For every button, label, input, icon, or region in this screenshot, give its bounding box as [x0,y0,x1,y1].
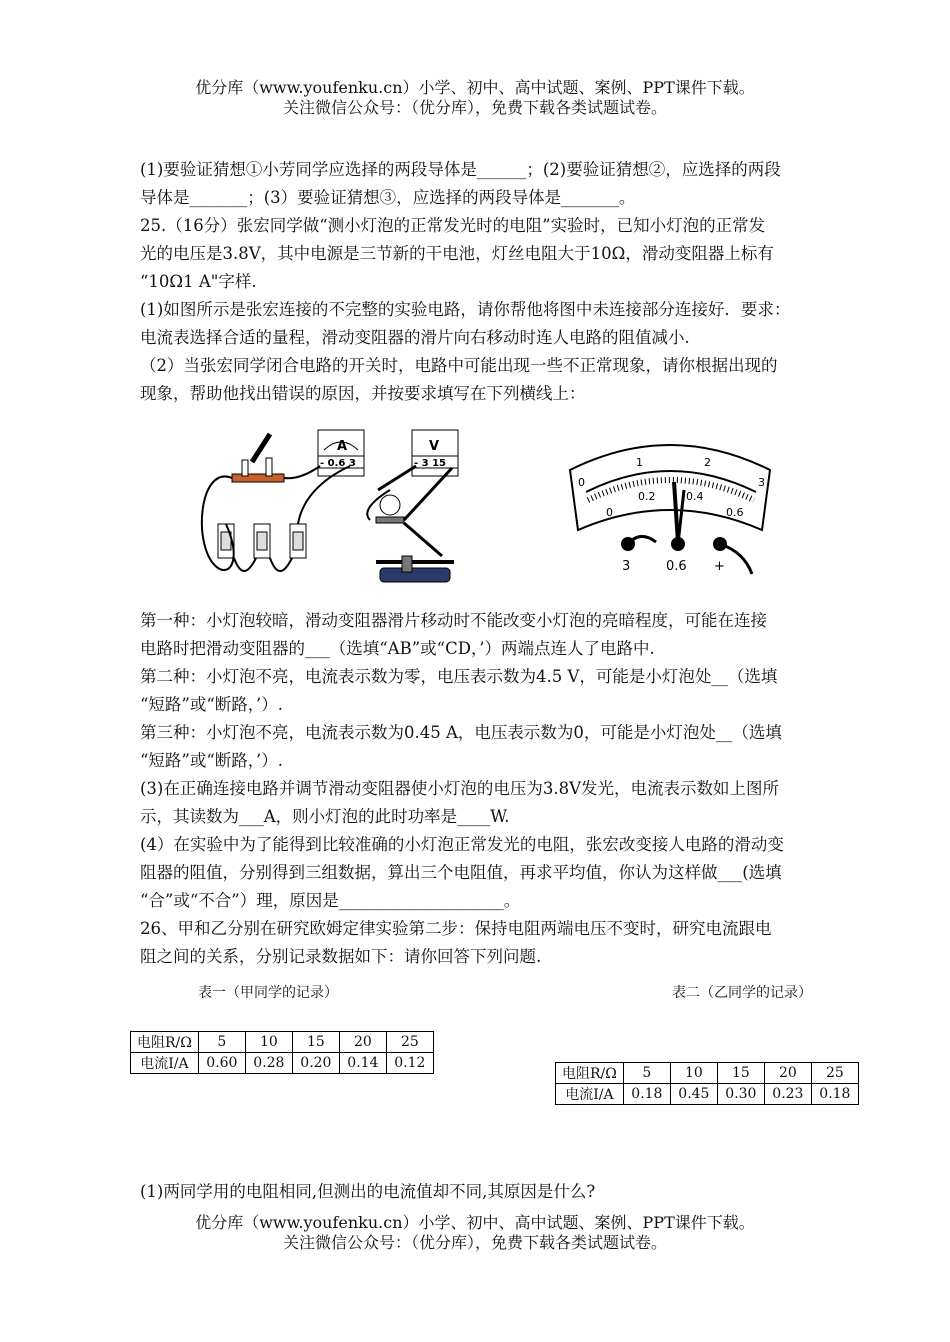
page-header [0,78,950,118]
fault-1-line-2: 电路时把滑动变阻器的___（选填“AB”或“CD，’）两端点连人了电路中. [140,639,655,658]
table-cell: 25 [811,1063,858,1084]
q25-part1-line-2: 电流表选择合适的量程，滑动变阻器的滑片向右移动时连人电路的阻值减小. [140,328,690,347]
table-cell: 20 [339,1032,386,1053]
q25-part3-line-2: 示，其读数为___A，则小灯泡的此时功率是____W. [140,807,510,826]
table-cell: 15 [717,1063,764,1084]
table-cell: 10 [245,1032,292,1053]
header-line-1: 优分库（www.youfenku.cn）小学、初中、高中试题、案例、PPT课件下载。 [195,78,755,97]
dial-label-bottom-3: 0.6 [726,506,744,519]
circuit-diagram [190,420,446,600]
table-row [131,1053,434,1074]
lamp-holder [376,517,404,523]
q26-part1-line: (1)两同学用的电阻相同,但测出的电流值却不同,其原因是什么? [140,1182,596,1201]
fault-3-line-2: “短路”或“断路，’）. [140,751,284,770]
header-line-2: 关注微信公众号：（优分库），免费下载各类试题试卷。 [282,98,667,117]
table-cell: 0.30 [717,1084,764,1105]
wire-lamp-rheostat [404,523,442,556]
table-cell: 电阻R/Ω [556,1063,624,1084]
voltmeter-letter: V [429,439,440,454]
battery-3 [290,524,306,558]
battery-2 [254,524,270,558]
q25-faults [140,607,885,971]
table-cell: 0.20 [292,1053,339,1074]
table-cell: 0.23 [764,1084,811,1105]
footer-line-1: 优分库（www.youfenku.cn）小学、初中、高中试题、案例、PPT课件下载。 [195,1213,755,1232]
table-cell: 0.28 [245,1053,292,1074]
table-cell: 5 [623,1063,670,1084]
table-cell: 10 [670,1063,717,1084]
table-cell: 0.12 [386,1053,433,1074]
q25-part3-line-1: (3)在正确连接电路并调节滑动变阻器使小灯泡的电压为3.8V发光，电流表示数如上图所 [140,779,780,798]
lamp-bulb [380,495,400,515]
table-cell: 电流I/A [556,1084,624,1105]
q25-part1-line-1: (1)如图所示是张宏连接的不完整的实验电路，请你帮他将图中未连接部分连接好．要求： [140,300,791,319]
q25-intro-line-3: “10Ω1 A"字样. [140,272,257,291]
dial-label-bottom-2: 0.4 [686,490,704,503]
table2-caption: 表二（乙同学的记录） [672,985,812,1001]
switch-post-right [266,458,272,476]
table-row [556,1084,859,1105]
switch-base [232,474,284,482]
terminal-label-0-6: 0.6 [666,559,687,574]
dial-label-top-2: 2 [704,456,711,469]
terminal-label-3: 3 [622,559,631,574]
q26-part1 [140,1178,885,1206]
q25-part2-line-2: 现象，帮助他找出错误的原因，并按要求填写在下列横线上： [140,384,586,403]
q25-part2-line-1: （2）当张宏同学闭合电路的开关时，电路中可能出现一些不正常现象，请你根据出现的 [140,356,778,375]
table-cell: 20 [764,1063,811,1084]
rheostat-coil [380,568,450,582]
wire-lamp-voltmeter-neg [378,466,416,490]
q25-intro-line-1: 25.（16分）张宏同学做“测小灯泡的正常发光时的电阻”实验时，已知小灯泡的正常发 [140,216,766,235]
fault-3-line-1: 第三种：小灯泡不亮，电流表示数为0.45 A，电压表示数为0，可能是小灯泡处__（选填 [140,723,782,742]
terminal-label-plus: + [714,559,725,574]
wire-battery-1-2 [234,558,256,571]
table-cell: 电阻R/Ω [131,1032,199,1053]
table-cell: 0.14 [339,1053,386,1074]
switch-post-left [242,460,248,476]
ammeter-letter: A [337,439,348,454]
table-cell: 5 [198,1032,245,1053]
table-cell: 0.45 [670,1084,717,1105]
table-row [131,1032,434,1053]
voltmeter-terminals: - 3 15 [414,458,446,469]
table-cell: 25 [386,1032,433,1053]
table-row [556,1063,859,1084]
table-cell: 电流I/A [131,1053,199,1074]
q26-line-1: 26、甲和乙分别在研究欧姆定律实验第二步：保持电阻两端电压不变时，研究电流跟电 [140,919,772,938]
rheostat-bar [376,560,454,564]
q24-line-2: 导体是_______；(3）要验证猜想③，应选择的两段导体是_______。 [140,188,636,207]
q25-part4-line-1: (4）在实验中为了能得到比较准确的小灯泡正常发光的电阻，张宏改变接人电路的滑动变 [140,835,784,854]
table-cell: 0.18 [811,1084,858,1105]
q24-line-1: (1)要验证猜想①小芳同学应选择的两段导体是______；(2)要验证猜想②，应选择的两段 [140,160,781,179]
ammeter-dial [560,430,780,580]
q24-block [140,156,885,212]
dial-label-top-1: 1 [636,456,643,469]
table2 [555,1062,859,1105]
page-footer [0,1213,950,1253]
ammeter-terminals: - 0.6 3 [320,458,356,469]
fault-2-line-1: 第二种：小灯泡不亮，电流表示数为零，电压表示数为4.5 V，可能是小灯泡处__（选填 [140,667,778,686]
q26-line-2: 阻之间的关系，分别记录数据如下：请你回答下列问题. [140,947,542,966]
footer-line-2: 关注微信公众号：（优分库），免费下载各类试题试卷。 [282,1233,667,1252]
table1 [130,1031,434,1074]
dial-label-bottom-1: 0.2 [638,490,656,503]
dial-label-top-3: 3 [758,476,765,489]
wire-battery-2-3 [270,558,292,571]
table1-caption: 表一（甲同学的记录） [198,985,338,1001]
fault-2-line-2: “短路”或“断路，’）. [140,695,284,714]
q25-part4-line-2: 阻器的阻值，分别得到三组数据，算出三个电阻值，再求平均值，你认为这样做___(选填 [140,863,782,882]
q25-part4-line-3: “合”或“不合”）理，原因是____________________。 [140,891,521,910]
table-cell: 0.60 [198,1053,245,1074]
wire-switch-ammeter [284,466,320,478]
dial-label-bottom-0: 0 [606,506,613,519]
q25-intro [140,212,885,408]
rheostat-slider [402,556,412,572]
dial-label-top-0: 0 [578,476,585,489]
q25-intro-line-2: 光的电压是3.8V，其中电源是三节新的干电池，灯丝电阻大于10Ω，滑动变阻器上标有 [140,244,774,263]
table-cell: 15 [292,1032,339,1053]
table-cell: 0.18 [623,1084,670,1105]
fault-1-line-1: 第一种：小灯泡较暗，滑动变阻器滑片移动时不能改变小灯泡的亮暗程度，可能在连接 [140,611,767,630]
